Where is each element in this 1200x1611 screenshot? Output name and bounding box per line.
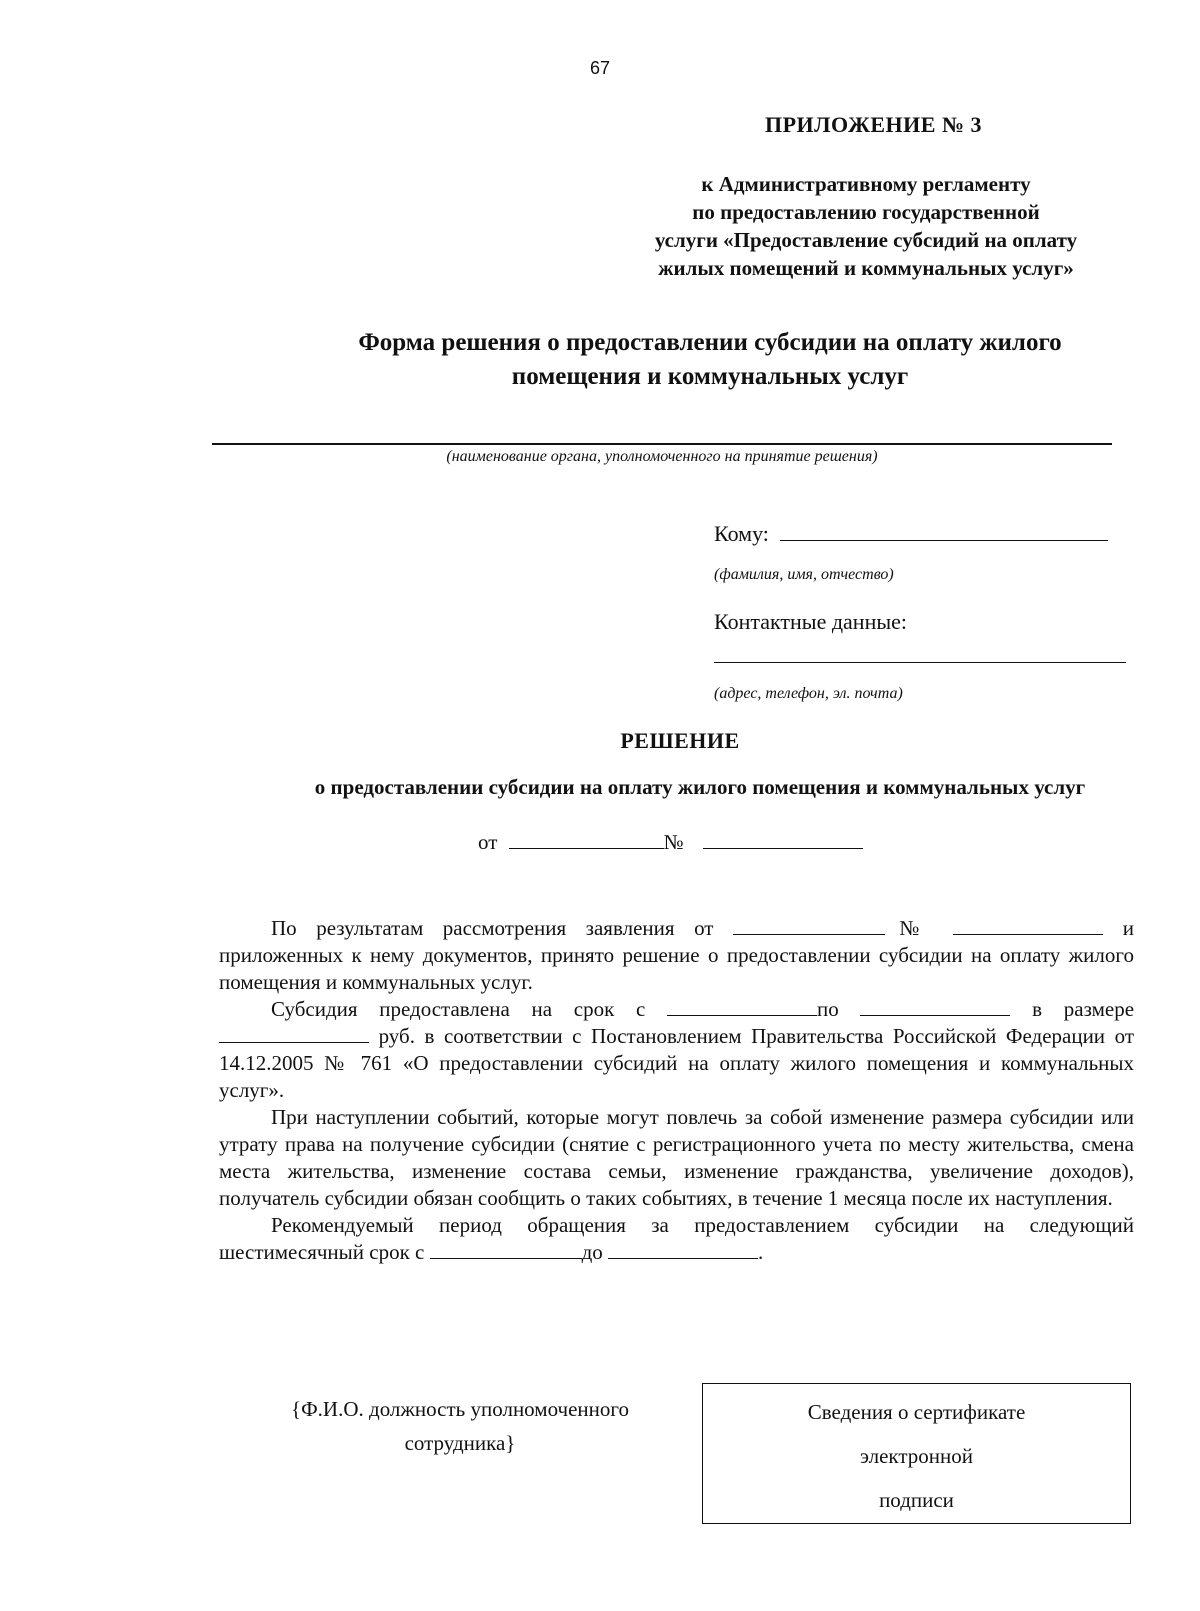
- body-text-fragment: в размере: [1032, 997, 1135, 1021]
- subsidy-amount-field[interactable]: [219, 1024, 369, 1043]
- authority-name-field[interactable]: [212, 443, 1112, 445]
- body-paragraph: [219, 1212, 1134, 1266]
- certificate-line: подписи: [879, 1488, 954, 1512]
- number-sign: №: [663, 830, 684, 854]
- body-text-fragment: Рекомендуемый период обращения за предоставлением субсидии на следующий шестимесячный срок с: [219, 1213, 1134, 1264]
- signatory-line: {Ф.И.О. должность уполномоченного: [291, 1397, 629, 1421]
- body-paragraph: При наступлении событий, которые могут повлечь за собой изменение размера субсидии или утрату права на получение субсидии (снятие с регистрационного учета по месту жительства, смена места жительства, изменение состава семьи, изменение гражданства, увеличение доходов), получатель субсидии обязан сообщить о таких событиях, в течение 1 месяца после их наступления.: [219, 1105, 1134, 1210]
- body-text-fragment: По результатам рассмотрения заявления от: [271, 916, 714, 940]
- body-text-fragment: руб. в соответствии с Постановлением Правительства Российской Федерации от 14.12.2005 № 761 «О предоставлении субсидий на оплату жилого помещения и коммунальных услуг».: [219, 1024, 1135, 1102]
- decision-date-row: [478, 830, 863, 855]
- form-title-line: Форма решения о предоставлении субсидии на оплату жилого: [358, 329, 1062, 356]
- decision-heading: РЕШЕНИЕ: [620, 728, 740, 753]
- subsidy-start-field[interactable]: [667, 997, 817, 1016]
- to-label: Кому:: [714, 521, 769, 546]
- contacts-caption: (адрес, телефон, эл. почта): [714, 685, 903, 702]
- contacts-label: Контактные данные:: [714, 609, 907, 634]
- decision-body: [219, 915, 1134, 1266]
- signatory-block: [250, 1392, 670, 1460]
- form-title: [280, 326, 1140, 394]
- body-text-fragment: №: [885, 916, 934, 940]
- decision-number-field[interactable]: [703, 830, 863, 849]
- signatory-line: сотрудника}: [404, 1431, 516, 1455]
- decision-subheading: о предоставлении субсидии на оплату жилого помещения и коммунальных услуг: [314, 775, 1086, 799]
- appendix-reference-line: жилых помещений и коммунальных услуг»: [658, 256, 1074, 280]
- recipient-name-caption: (фамилия, имя, отчество): [714, 566, 894, 583]
- certificate-line: Сведения о сертификате: [807, 1400, 1026, 1424]
- application-date-field[interactable]: [733, 916, 885, 935]
- page-number: 67: [589, 58, 611, 78]
- appendix-title: ПРИЛОЖЕНИЕ № 3: [765, 112, 983, 137]
- recipient-name-field[interactable]: [780, 522, 1108, 541]
- body-text-fragment: .: [758, 1240, 764, 1264]
- application-number-field[interactable]: [953, 916, 1103, 935]
- next-period-end-field[interactable]: [608, 1240, 758, 1259]
- appendix-reference-line: к Административному регламенту: [701, 172, 1031, 196]
- decision-date-field[interactable]: [509, 830, 664, 849]
- subsidy-end-field[interactable]: [860, 997, 1010, 1016]
- body-text-fragment: и приложенных к нему документов, принято решение о предоставлении субсидии на оплату жилого помещения и коммунальных услуг.: [219, 916, 1134, 994]
- authority-caption: (наименование органа, уполномоченного на принятие решения): [446, 448, 878, 465]
- form-title-line: помещения и коммунальных услуг: [511, 363, 909, 390]
- body-paragraph: [219, 915, 1134, 996]
- certificate-box: [702, 1383, 1131, 1524]
- appendix-reference-line: по предоставлению государственной: [692, 200, 1040, 224]
- date-prefix: от: [478, 830, 498, 854]
- body-text-fragment: по: [817, 997, 839, 1021]
- contacts-field[interactable]: [714, 662, 1126, 663]
- body-text-fragment: Субсидия предоставлена на срок с: [271, 997, 646, 1021]
- body-paragraph: [219, 996, 1134, 1104]
- next-period-start-field[interactable]: [430, 1240, 582, 1259]
- certificate-line: электронной: [859, 1444, 973, 1468]
- appendix-reference: [606, 170, 1126, 282]
- body-text-fragment: до: [581, 1240, 603, 1264]
- appendix-reference-line: услуги «Предоставление субсидий на оплату: [654, 228, 1078, 252]
- recipient-to-row: [714, 521, 1108, 547]
